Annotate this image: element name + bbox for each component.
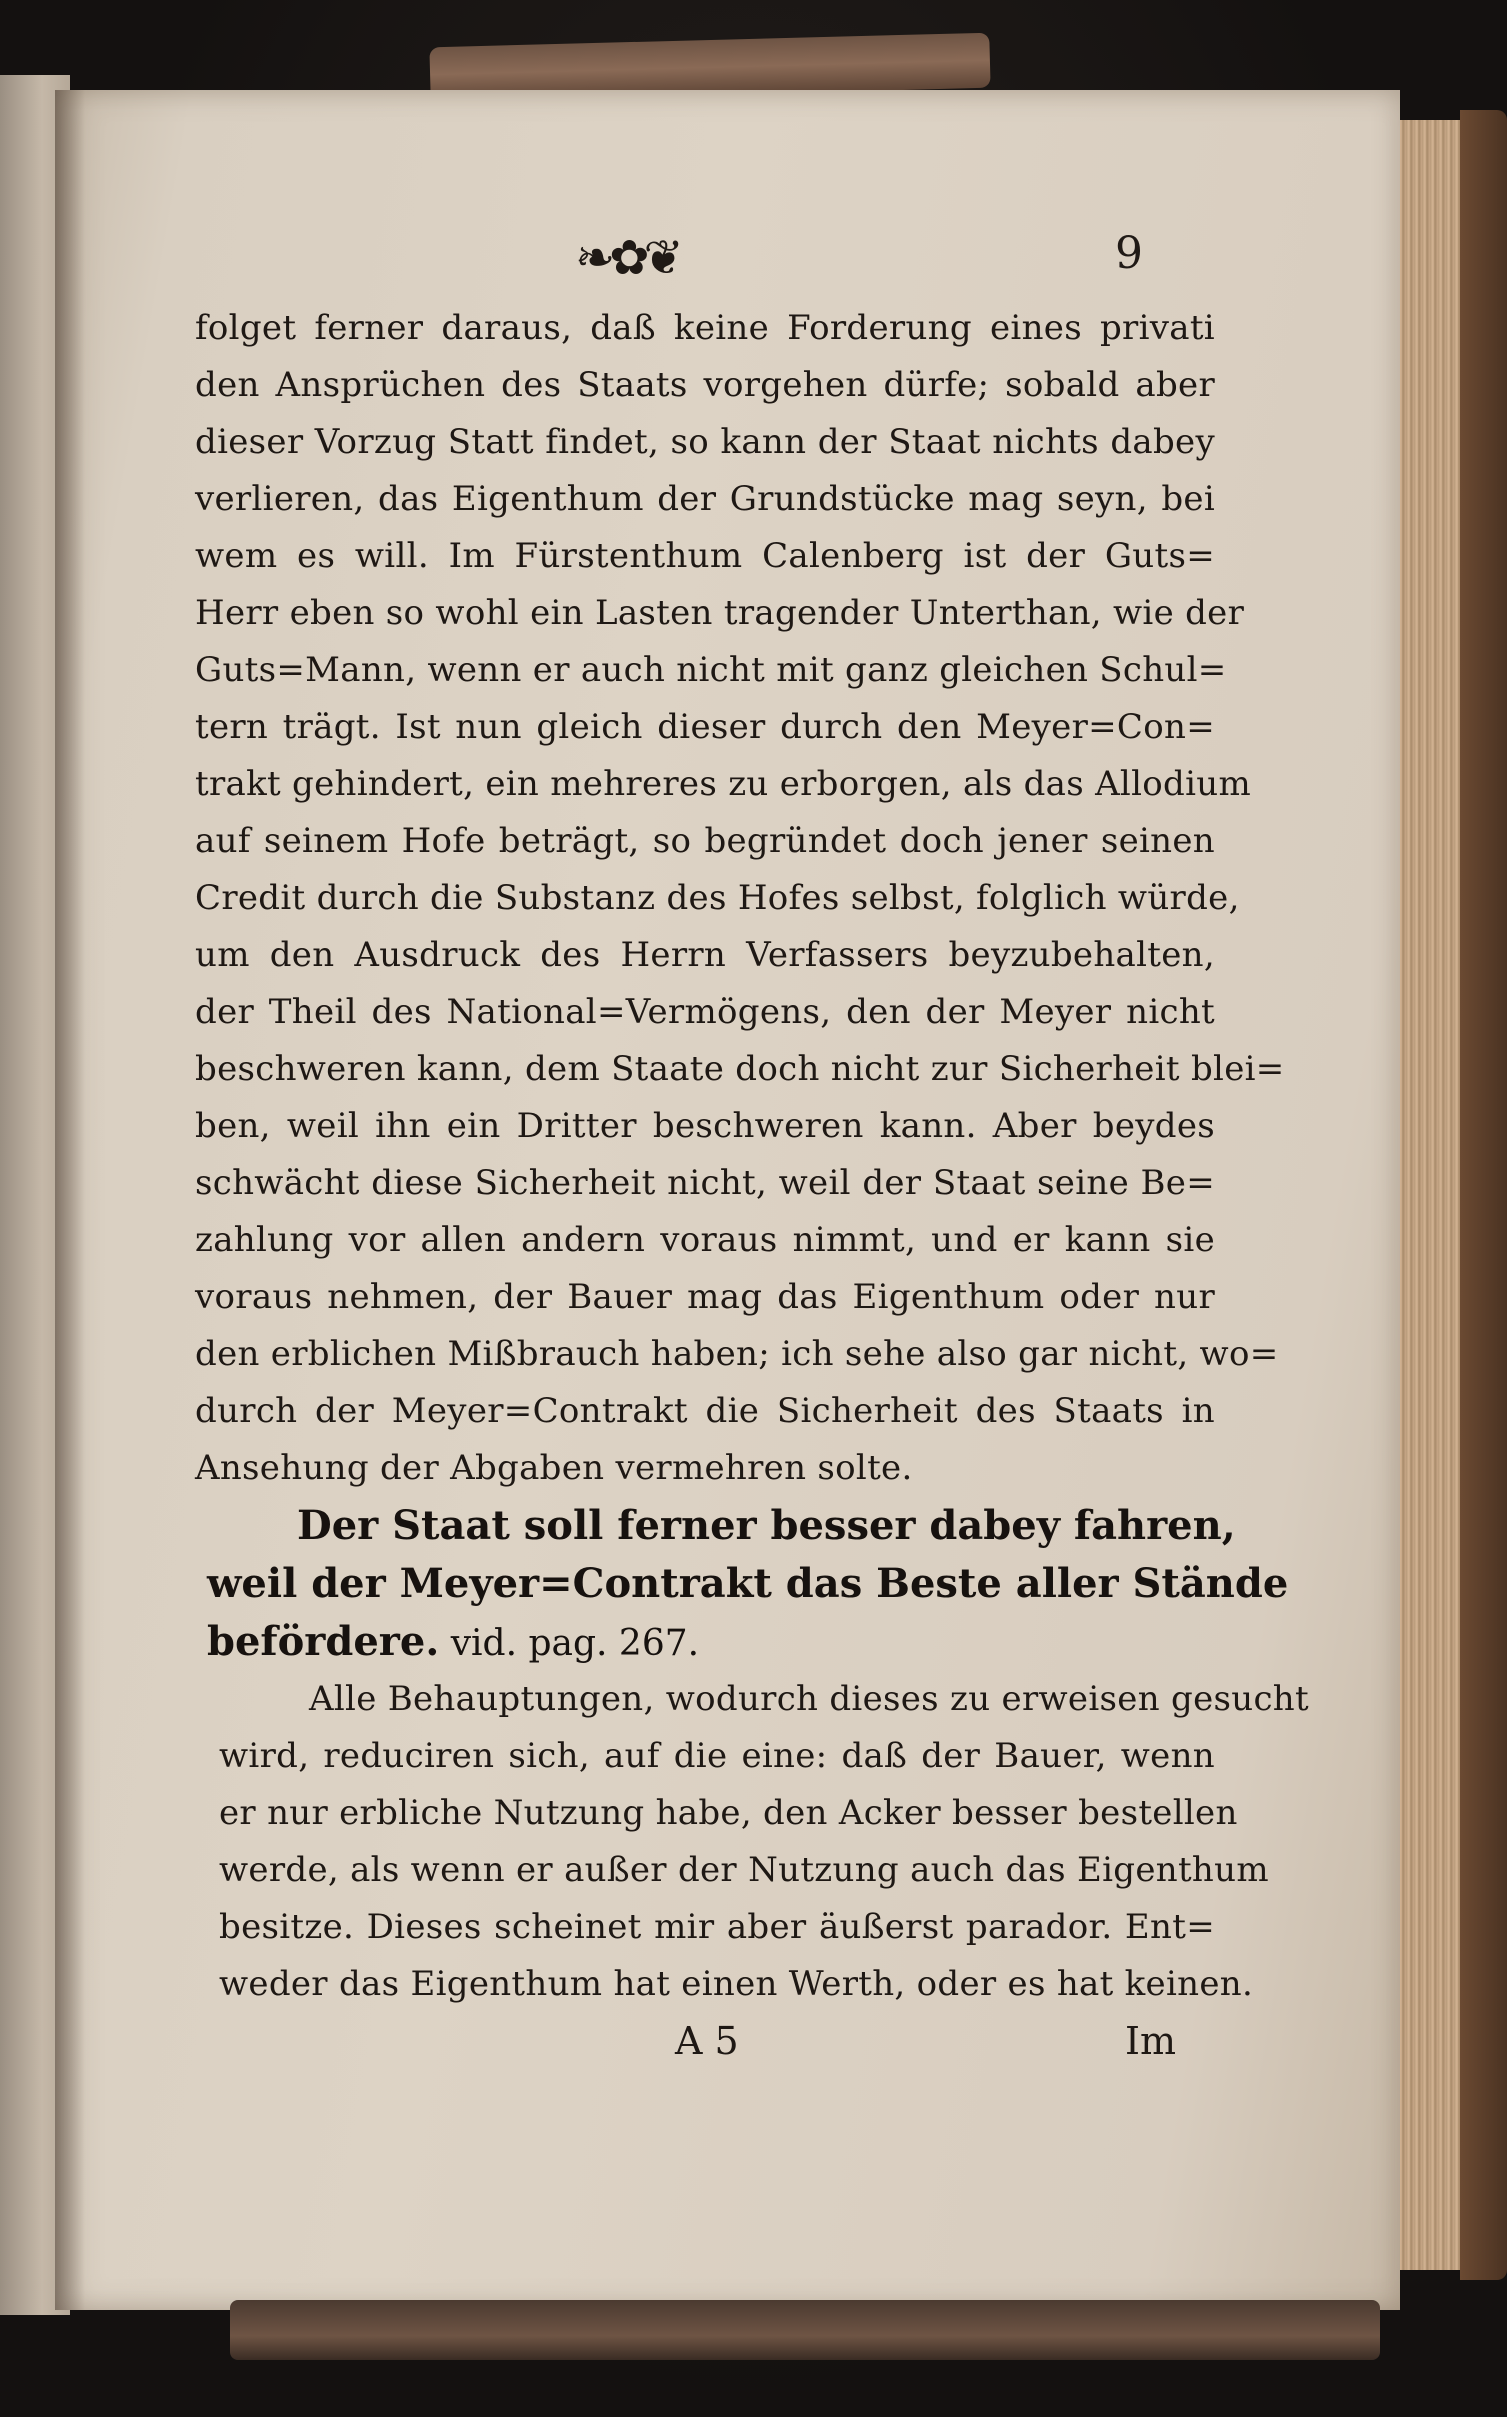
text-line: durch der Meyer=Contrakt die Sicherheit des Staats in xyxy=(195,1391,1215,1431)
text-line: verlieren, das Eigenthum der Grundstücke mag seyn, bei xyxy=(195,479,1215,519)
text-line: folget ferner daraus, daß keine Forderung eines privati xyxy=(195,308,1215,348)
book-cover-edge xyxy=(1460,110,1507,2280)
text-line: besitze. Dieses scheinet mir aber äußerst parador. Ent= xyxy=(219,1907,1215,1947)
text-line: wird, reduciren sich, auf die eine: daß der Bauer, wenn xyxy=(219,1736,1215,1776)
text-line: Guts=Mann, wenn er auch nicht mit ganz gleichen Schul= xyxy=(195,650,1227,690)
text-line: um den Ausdruck des Herrn Verfassers beyzubehalten, xyxy=(195,935,1215,975)
header-ornament: ❧✿❦ xyxy=(575,230,678,286)
paragraph-2 xyxy=(219,1671,1309,2013)
heading-line: Der Staat soll ferner besser dabey fahren, xyxy=(297,1502,1236,1549)
text-line: schwächt diese Sicherheit nicht, weil der Staat seine Be= xyxy=(195,1163,1215,1203)
heading-bold-text: befördere. xyxy=(207,1618,440,1665)
paragraph-1 xyxy=(195,300,1285,1497)
heading-line: weil der Meyer=Contrakt das Beste aller Stände xyxy=(207,1560,1289,1607)
text-line: trakt gehindert, ein mehreres zu erborgen, als das Allodium xyxy=(195,764,1252,804)
text-line: er nur erbliche Nutzung habe, den Acker besser bestellen xyxy=(219,1793,1238,1833)
section-heading xyxy=(207,1497,1289,1671)
text-line: Alle Behauptungen, wodurch dieses zu erweisen gesucht xyxy=(309,1679,1309,1719)
page-footer xyxy=(195,2019,1215,2089)
heading-line xyxy=(207,1613,1215,1671)
text-line: den Ansprüchen des Staats vorgehen dürfe; sobald aber xyxy=(195,365,1215,405)
text-line: beschweren kann, dem Staate doch nicht zur Sicherheit blei= xyxy=(195,1049,1285,1089)
text-line: weder das Eigenthum hat einen Werth, oder es hat keinen. xyxy=(219,1964,1254,2004)
printer-signature: A 5 xyxy=(675,2019,739,2063)
text-line: voraus nehmen, der Bauer mag das Eigenthum oder nur xyxy=(195,1277,1215,1317)
text-line: zahlung vor allen andern voraus nimmt, und er kann sie xyxy=(195,1220,1215,1260)
text-line: wem es will. Im Fürstenthum Calenberg ist der Guts= xyxy=(195,536,1215,576)
text-line: werde, als wenn er außer der Nutzung auch das Eigenthum xyxy=(219,1850,1269,1890)
text-line: den erblichen Mißbrauch haben; ich sehe also gar nicht, wo= xyxy=(195,1334,1279,1374)
page-header xyxy=(195,220,1215,300)
text-line: der Theil des National=Vermögens, den der Meyer nicht xyxy=(195,992,1215,1032)
catchword: Im xyxy=(1125,2019,1177,2063)
page-text-block xyxy=(195,220,1309,2089)
page-reference: vid. pag. 267. xyxy=(439,1623,700,1664)
page-number: 9 xyxy=(1115,228,1143,279)
text-line: Credit durch die Substanz des Hofes selbst, folglich würde, xyxy=(195,878,1240,918)
gutter-shadow xyxy=(55,90,85,2310)
text-line: dieser Vorzug Statt findet, so kann der Staat nichts dabey xyxy=(195,422,1215,462)
leather-strap-bottom xyxy=(230,2300,1380,2360)
text-line: Ansehung der Abgaben vermehren solte. xyxy=(195,1448,913,1488)
text-line: Herr eben so wohl ein Lasten tragender Unterthan, wie der xyxy=(195,593,1245,633)
text-line: ben, weil ihn ein Dritter beschweren kann. Aber beydes xyxy=(195,1106,1215,1146)
text-line: tern trägt. Ist nun gleich dieser durch den Meyer=Con= xyxy=(195,707,1215,747)
text-line: auf seinem Hofe beträgt, so begründet doch jener seinen xyxy=(195,821,1215,861)
